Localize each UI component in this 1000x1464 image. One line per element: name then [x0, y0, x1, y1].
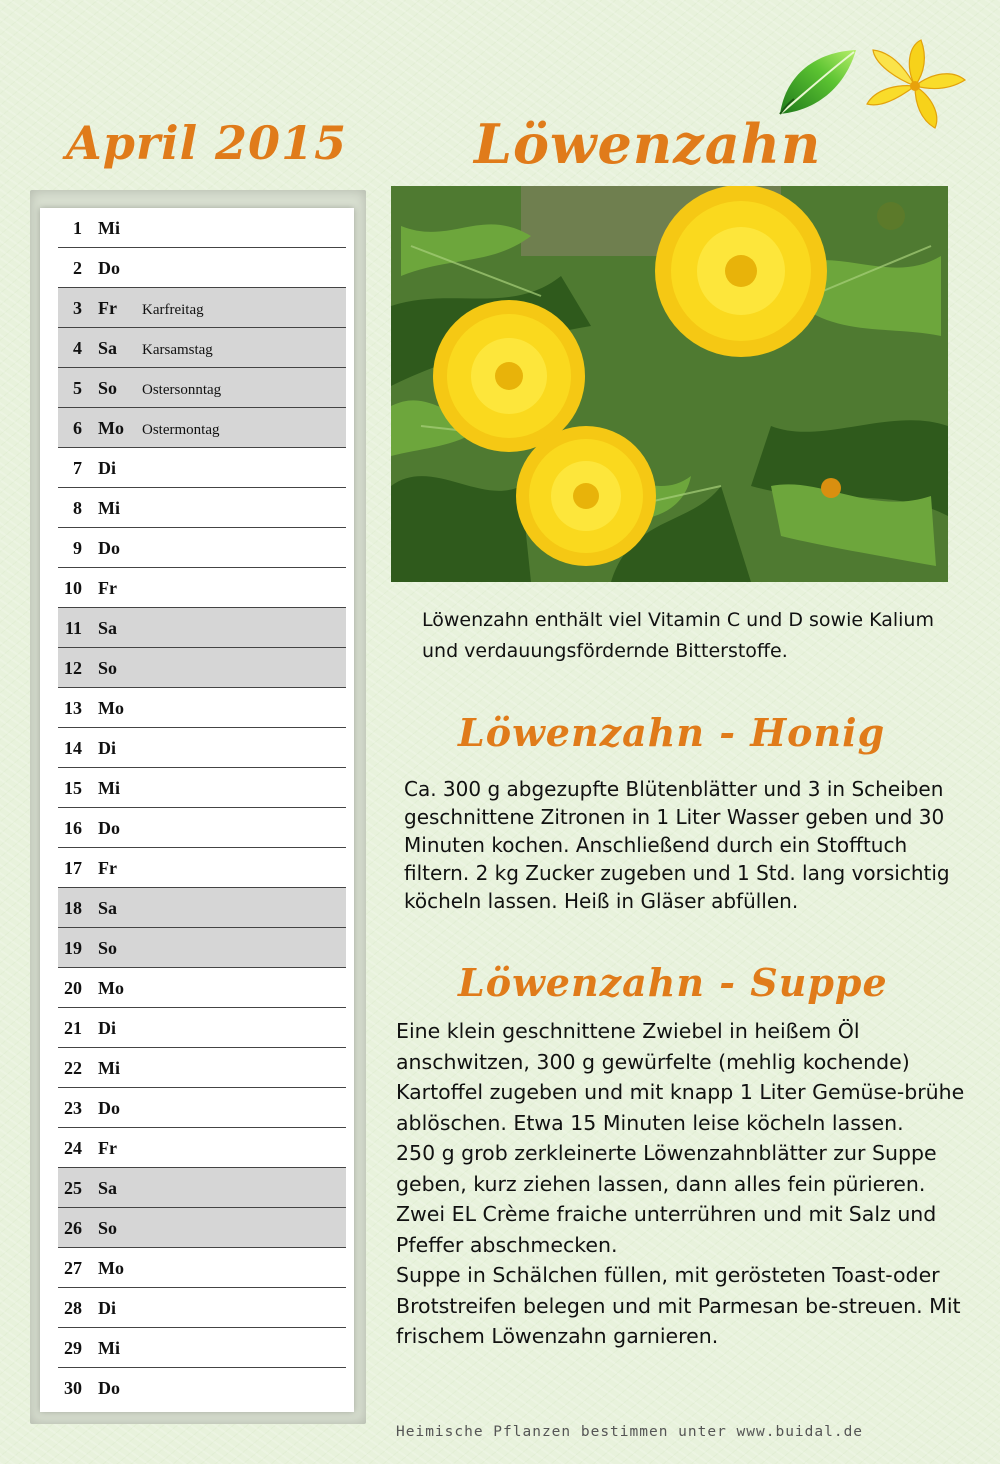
day-number: 17	[64, 858, 82, 878]
day-number: 1	[73, 218, 82, 238]
intro-text: Löwenzahn enthält viel Vitamin C und D sowie Kalium und verdauungsfördernde Bitterstoffe.	[422, 609, 934, 662]
calendar-row	[58, 928, 346, 968]
plant-title: Löwenzahn	[474, 112, 822, 176]
calendar-row	[58, 768, 346, 808]
calendar-row	[58, 688, 346, 728]
day-number: 18	[64, 898, 82, 918]
day-number: 2	[73, 258, 82, 278]
calendar-row	[58, 448, 346, 488]
calendar-row	[58, 528, 346, 568]
calendar-row	[58, 1008, 346, 1048]
weekday: Di	[98, 738, 116, 758]
weekday: Di	[98, 1298, 116, 1318]
weekday: So	[98, 1218, 118, 1238]
calendar-row	[58, 608, 346, 648]
day-number: 25	[64, 1178, 82, 1198]
day-number: 28	[64, 1298, 82, 1318]
weekday: Do	[98, 258, 120, 278]
calendar-row	[58, 1168, 346, 1208]
day-number: 9	[73, 538, 82, 558]
day-number: 24	[64, 1138, 82, 1158]
calendar-row	[58, 648, 346, 688]
month-title: April 2015	[66, 116, 348, 170]
calendar-panel	[40, 208, 354, 1412]
calendar-row	[58, 208, 346, 248]
calendar-row	[58, 248, 346, 288]
day-number: 15	[64, 778, 82, 798]
weekday: So	[98, 938, 118, 958]
holiday-label: Ostersonntag	[142, 382, 222, 398]
soup-recipe-title: Löwenzahn - Suppe	[458, 960, 888, 1005]
day-number: 14	[64, 738, 82, 758]
calendar-row	[58, 888, 346, 928]
weekday: Sa	[98, 898, 118, 918]
calendar-list	[58, 208, 346, 1407]
day-number: 5	[73, 378, 82, 398]
day-number: 4	[73, 338, 82, 358]
weekday: Mi	[98, 778, 120, 798]
leaf-icon	[776, 44, 858, 118]
weekday: Mi	[98, 1338, 120, 1358]
day-number: 7	[73, 458, 82, 478]
day-number: 21	[64, 1018, 82, 1038]
calendar-row	[58, 968, 346, 1008]
weekday: Sa	[98, 338, 118, 358]
weekday: Fr	[98, 298, 117, 318]
day-number: 30	[64, 1378, 82, 1398]
calendar-row	[58, 408, 346, 448]
weekday: Mo	[98, 978, 124, 998]
calendar-row	[58, 368, 346, 408]
day-number: 8	[73, 498, 82, 518]
holiday-label: Ostermontag	[142, 422, 220, 438]
day-number: 6	[73, 418, 82, 438]
weekday: Fr	[98, 858, 117, 878]
day-number: 22	[64, 1058, 82, 1078]
weekday: Do	[98, 538, 120, 558]
weekday: Di	[98, 458, 116, 478]
day-number: 23	[64, 1098, 82, 1118]
honey-recipe-title: Löwenzahn - Honig	[458, 710, 886, 755]
weekday: Mi	[98, 1058, 120, 1078]
weekday: Do	[98, 818, 120, 838]
day-number: 26	[64, 1218, 82, 1238]
calendar-row	[58, 808, 346, 848]
weekday: Mo	[98, 1258, 124, 1278]
honey-recipe-text: Ca. 300 g abgezupfte Blütenblätter und 3 in Scheiben geschnittene Zitronen in 1 Liter Wasser geben und 30 Minuten kochen. Anschließend durch ein Stofftuch filtern. 2 kg Zucker zugeben und 1 Std. lang vorsichtig köcheln lassen. Heiß in Gläser abfüllen.	[404, 777, 950, 913]
day-number: 13	[64, 698, 82, 718]
calendar-row	[58, 1088, 346, 1128]
calendar-row	[58, 848, 346, 888]
day-number: 12	[64, 658, 82, 678]
calendar-row	[58, 1128, 346, 1168]
calendar-row	[58, 288, 346, 328]
day-number: 10	[64, 578, 82, 598]
calendar-row	[58, 328, 346, 368]
day-number: 16	[64, 818, 82, 838]
weekday: Sa	[98, 618, 118, 638]
calendar-row	[58, 1208, 346, 1248]
weekday: Sa	[98, 1178, 118, 1198]
holiday-label: Karfreitag	[142, 302, 204, 318]
calendar-row	[58, 568, 346, 608]
calendar-row	[58, 1328, 346, 1368]
weekday: Mi	[98, 498, 120, 518]
soup-paragraph: Eine klein geschnittene Zwiebel in heißem Öl anschwitzen, 300 g gewürfelte (mehlig kochende) Kartoffel zugeben und mit knapp 1 Liter Gemüse-brühe ablöschen. Etwa 15 Minuten leise köcheln lassen.	[396, 1019, 965, 1135]
calendar-frame	[30, 190, 366, 1424]
weekday: Do	[98, 1378, 120, 1398]
day-number: 19	[64, 938, 82, 958]
dandelion-photo	[391, 186, 948, 582]
holiday-label: Karsamstag	[142, 342, 213, 358]
weekday: Mo	[98, 418, 124, 438]
weekday: So	[98, 658, 118, 678]
soup-paragraph: 250 g grob zerkleinerte Löwenzahnblätter zur Suppe geben, kurz ziehen lassen, dann alles fein pürieren. Zwei EL Crème fraiche unterrühren und mit Salz und Pfeffer abschmecken.	[396, 1141, 937, 1257]
soup-recipe-text	[396, 1016, 970, 1352]
calendar-row	[58, 728, 346, 768]
weekday: Fr	[98, 1138, 117, 1158]
calendar-row	[58, 488, 346, 528]
day-number: 3	[73, 298, 82, 318]
day-number: 11	[64, 618, 82, 638]
weekday: Mo	[98, 698, 124, 718]
day-number: 20	[64, 978, 82, 998]
day-number: 27	[64, 1258, 82, 1278]
calendar-row	[58, 1248, 346, 1288]
weekday: Di	[98, 1018, 116, 1038]
day-number: 29	[64, 1338, 82, 1358]
footer-note: Heimische Pflanzen bestimmen unter www.buidal.de	[396, 1424, 864, 1440]
calendar-row	[58, 1288, 346, 1328]
calendar-row	[58, 1048, 346, 1088]
weekday: Do	[98, 1098, 120, 1118]
calendar-row	[58, 1368, 346, 1407]
weekday: So	[98, 378, 118, 398]
weekday: Fr	[98, 578, 117, 598]
weekday: Mi	[98, 218, 120, 238]
soup-paragraph: Suppe in Schälchen füllen, mit gerösteten Toast-oder Brotstreifen belegen und mit Parmesan be-streuen. Mit frischem Löwenzahn garnieren.	[396, 1263, 961, 1348]
